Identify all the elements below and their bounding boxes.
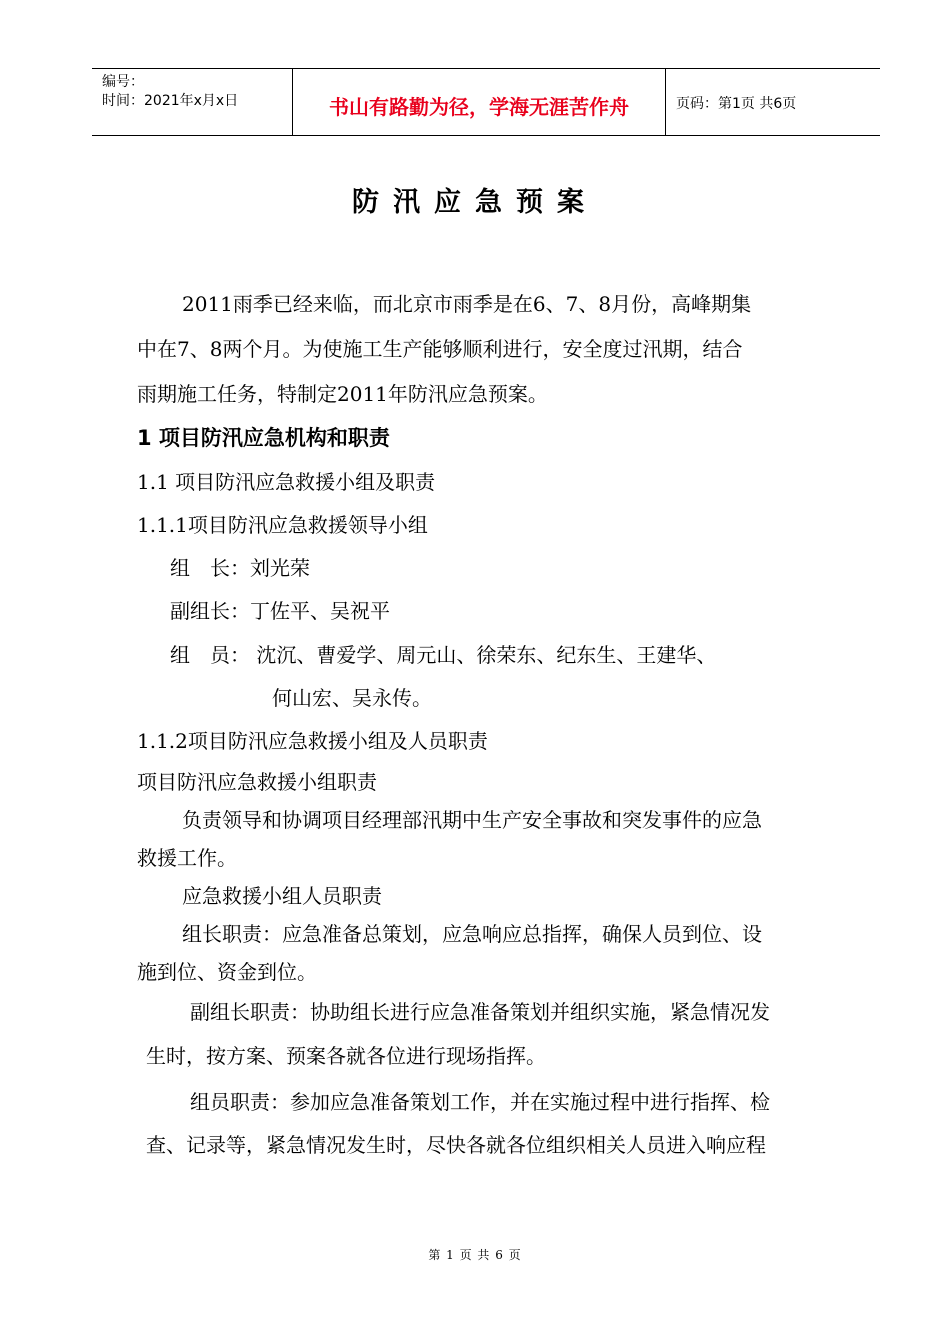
- body-line: 副组长职责：协助组长进行应急准备策划并组织实施，紧急情况发: [190, 1000, 770, 1024]
- team-leader-line: 组 长：刘光荣: [170, 556, 310, 580]
- body-line: 查、记录等，紧急情况发生时，尽快各就各位组织相关人员进入响应程: [146, 1133, 766, 1157]
- body-line: 项目防汛应急救援小组职责: [137, 770, 377, 794]
- subsection-heading: 1.1 项目防汛应急救援小组及职责: [137, 470, 436, 494]
- section-heading: 1 项目防汛应急机构和职责: [137, 426, 390, 450]
- team-members-line: 组 员： 沈沉、曹爱学、周元山、徐荣东、纪东生、王建华、: [170, 643, 717, 667]
- document-number-label: 编号：: [102, 74, 144, 90]
- body-line: 2011雨季已经来临，而北京市雨季是在6、7、8月份，高峰期集: [182, 292, 752, 316]
- page-footer: 第 1 页 共 6 页: [428, 1248, 522, 1262]
- header-right-cell: [666, 69, 880, 135]
- header-motto: 书山有路勤为径，学海无涯苦作舟: [329, 95, 629, 119]
- body-line: 生时，按方案、预案各就各位进行现场指挥。: [146, 1044, 546, 1068]
- body-line: 雨期施工任务，特制定2011年防汛应急预案。: [137, 382, 548, 406]
- body-line: 施到位、资金到位。: [137, 960, 317, 984]
- body-line: 组长职责：应急准备总策划，应急响应总指挥，确保人员到位、设: [182, 922, 762, 946]
- deputy-leader-line: 副组长：丁佐平、吴祝平: [170, 599, 390, 623]
- body-line: 中在7、8两个月。为使施工生产能够顺利进行，安全度过汛期，结合: [137, 337, 743, 361]
- body-line: 应急救援小组人员职责: [182, 884, 382, 908]
- body-line: 组员职责：参加应急准备策划工作，并在实施过程中进行指挥、检: [190, 1090, 770, 1114]
- document-title: 防汛应急预案: [352, 187, 598, 218]
- header-left-cell: [92, 69, 293, 135]
- header-middle-cell: [293, 69, 666, 135]
- document-time-label: 时间：2021年x月x日: [102, 93, 239, 109]
- header-page-info: 页码：第1页 共6页: [676, 96, 797, 112]
- subsection-heading: 1.1.1项目防汛应急救援领导小组: [137, 513, 428, 537]
- body-line: 负责领导和协调项目经理部汛期中生产安全事故和突发事件的应急: [182, 808, 762, 832]
- body-line: 救援工作。: [137, 846, 237, 870]
- subsection-heading: 1.1.2项目防汛应急救援小组及人员职责: [137, 729, 488, 753]
- team-members-line-continued: 何山宏、吴永传。: [272, 686, 432, 710]
- document-header: [92, 68, 880, 136]
